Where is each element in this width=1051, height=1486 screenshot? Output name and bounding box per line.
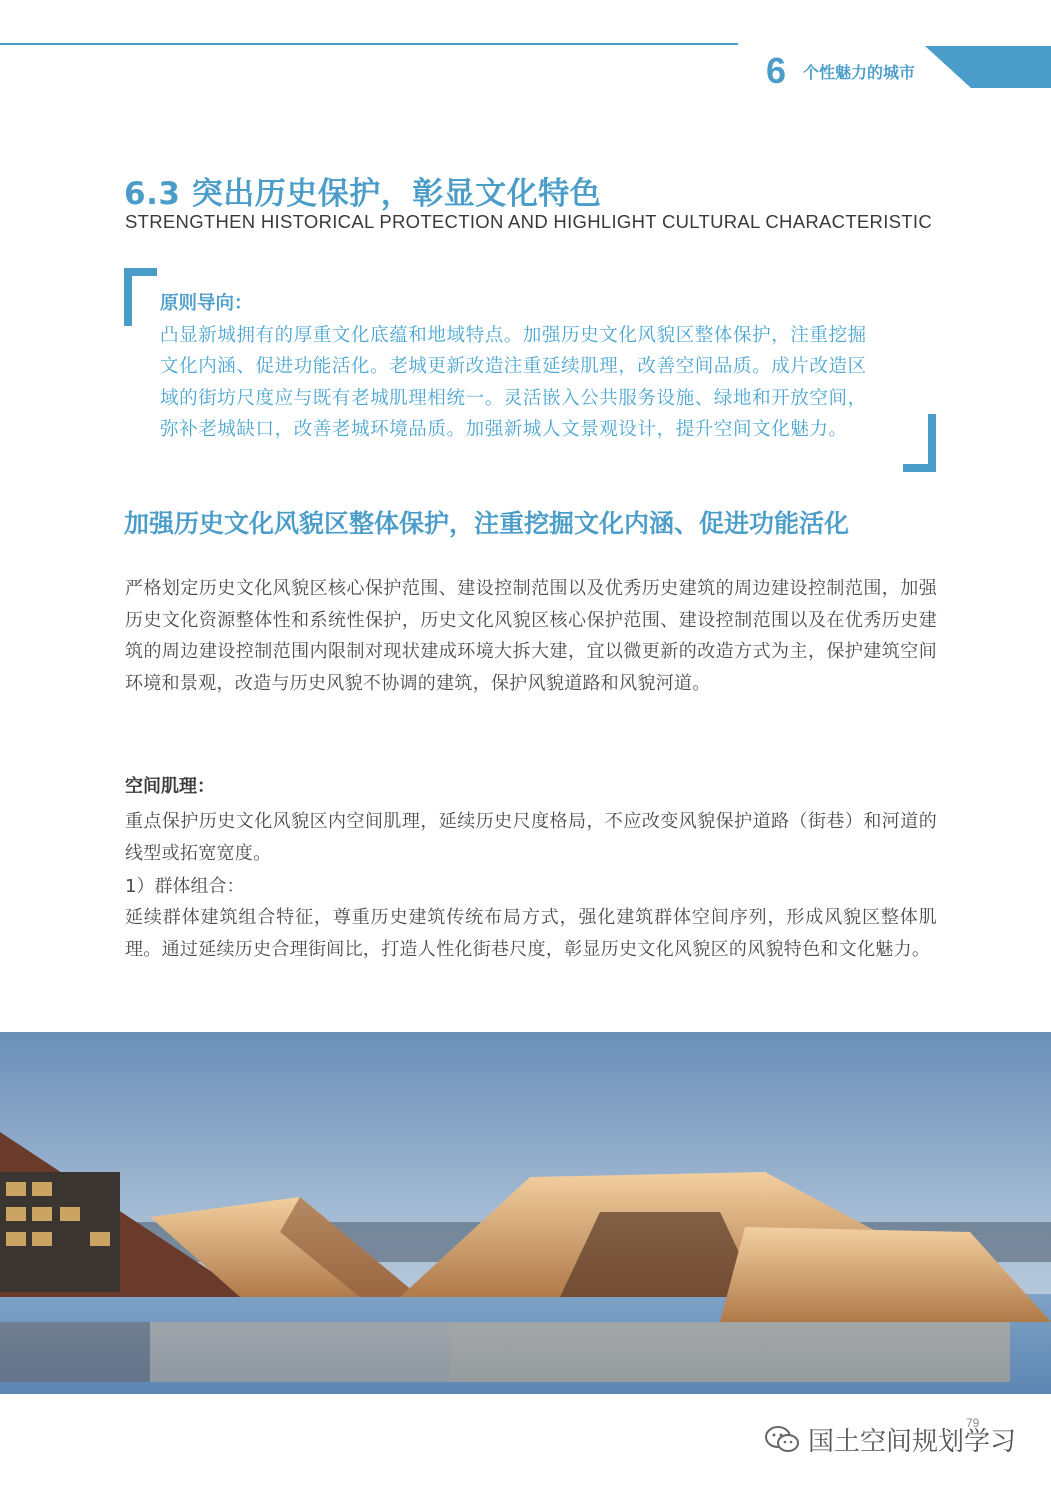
paragraph-spatial: 重点保护历史文化风貌区内空间肌理，延续历史尺度格局，不应改变风貌保护道路（街巷）和河道的线型或拓宽宽度。: [125, 811, 937, 864]
chapter-number: 6: [766, 50, 787, 91]
paragraph-group: 延续群体建筑组合特征，尊重历史建筑传统布局方式，强化建筑群体空间序列，形成风貌区整体肌理。通过延续历史合理街闾比，打造人性化街巷尺度，彰显历史文化风貌区的风貌特色和文化魅力。: [125, 907, 937, 960]
bracket-top-left: [124, 268, 157, 326]
principle-label: 原则导向：: [160, 293, 253, 314]
spatial-label: 空间肌理：: [125, 776, 215, 797]
wechat-icon: [764, 1425, 800, 1455]
list-item-group: 1）群体组合：: [125, 876, 245, 897]
subsection-heading: 加强历史文化风貌区整体保护，注重挖掘文化内涵、促进功能活化: [124, 509, 850, 538]
photo-lit-roofs-over-water: [0, 1032, 1051, 1394]
section-title: 6.3 突出历史保护，彰显文化特色: [124, 176, 602, 212]
watermark-text: 国土空间规划学习: [808, 1427, 1017, 1457]
principle-line: 凸显新城拥有的厚重文化底蕴和地域特点。加强历史文化风貌区整体保护，注重挖掘: [160, 324, 867, 346]
watermark: [764, 1421, 1016, 1458]
principle-line: 弥补老城缺口，改善老城环境品质。加强新城人文景观设计，提升空间文化魅力。: [160, 419, 848, 440]
principle-line: 域的街坊尺度应与既有老城肌理相统一。灵活嵌入公共服务设施、绿地和开放空间，: [160, 387, 867, 409]
header-rule: [0, 43, 738, 45]
paragraph-protection: 严格划定历史文化风貌区核心保护范围、建设控制范围以及优秀历史建筑的周边建设控制范围，加强历史文化资源整体性和系统性保护，历史文化风貌区核心保护范围、建设控制范围以及在优秀历史建筑的周边建设控制范围内限制对现状建成环境大拆大建，宜以微更新的改造方式为主，保护建筑空间环境和景观，改造与历史风貌不协调的建筑，保护风貌道路和风貌河道。: [125, 578, 937, 694]
principle-box: [160, 288, 910, 446]
principle-line: 文化内涵、促进功能活化。老城更新改造注重延续肌理，改善空间品质。成片改造区: [160, 356, 867, 377]
chapter-tab-shape: [925, 46, 1051, 88]
page-number: 79: [966, 1416, 980, 1430]
chapter-title: 个性魅力的城市: [803, 63, 916, 82]
section-subtitle: STRENGTHEN HISTORICAL PROTECTION AND HIGHLIGHT CULTURAL CHARACTERISTIC: [125, 211, 932, 232]
